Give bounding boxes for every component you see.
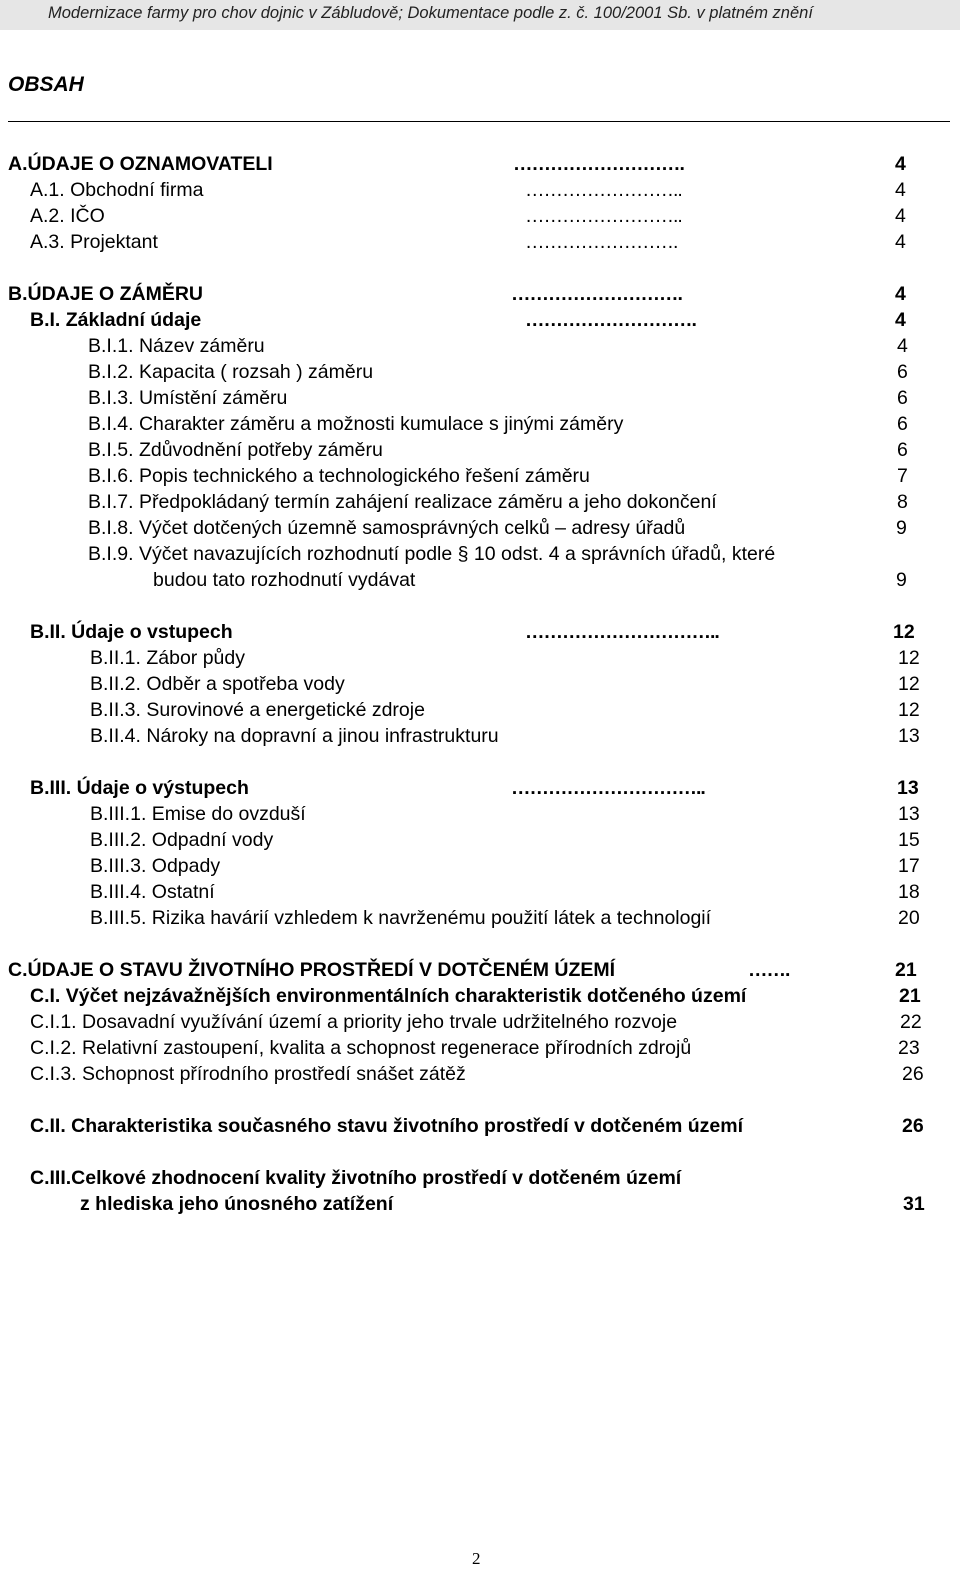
toc-dots: ………………………. bbox=[513, 153, 684, 175]
toc-page-bi4: 6 bbox=[897, 413, 908, 435]
toc-entry-a1: A.1. Obchodní firma bbox=[30, 179, 204, 201]
toc-page-biii4: 18 bbox=[898, 881, 920, 903]
toc-entry-bi6: B.I.6. Popis technického a technologického řešení záměru bbox=[88, 465, 590, 487]
toc-page-bi3: 6 bbox=[897, 387, 908, 409]
toc-entry-bii3: B.II.3. Surovinové a energetické zdroje bbox=[90, 699, 425, 721]
toc-page-ciii: 31 bbox=[903, 1193, 925, 1215]
toc-entry-biii: B.III. Údaje o výstupech bbox=[30, 777, 249, 799]
toc-page-a1: 4 bbox=[895, 179, 906, 201]
toc-page-a2: 4 bbox=[895, 205, 906, 227]
toc-page-bii: 12 bbox=[893, 621, 915, 643]
toc-entry-biii5: B.III.5. Rizika havárií vzhledem k navrženému použití látek a technologií bbox=[90, 907, 712, 929]
title-divider bbox=[8, 121, 950, 122]
toc-entry-ciii: C.III.Celkové zhodnocení kvality životního prostředí v dotčeném území bbox=[30, 1167, 682, 1189]
toc-entry-bii1: B.II.1. Zábor půdy bbox=[90, 647, 246, 669]
toc-page-ci3: 26 bbox=[902, 1063, 924, 1085]
toc-page-bii2: 12 bbox=[898, 673, 920, 695]
toc-page-bi2: 6 bbox=[897, 361, 908, 383]
toc-page-bi7: 8 bbox=[897, 491, 908, 513]
toc-entry-bi8: B.I.8. Výčet dotčených územně samosprávných celků – adresy úřadů bbox=[88, 517, 686, 539]
toc-page-ci2: 23 bbox=[898, 1037, 920, 1059]
header-text: Modernizace farmy pro chov dojnic v Zábludově; Dokumentace podle z. č. 100/2001 Sb. v platném znění bbox=[48, 4, 813, 22]
toc-page-bi1: 4 bbox=[897, 335, 908, 357]
toc-page-ci1: 22 bbox=[900, 1011, 922, 1033]
toc-page-bi5: 6 bbox=[897, 439, 908, 461]
toc-dots: ………………………….. bbox=[525, 621, 719, 643]
toc-page-bi9: 9 bbox=[896, 569, 907, 591]
toc-entry-bi9-cont: budou tato rozhodnutí vydávat bbox=[153, 569, 416, 591]
toc-dots: ………………………. bbox=[511, 283, 682, 305]
toc-entry-bi2: B.I.2. Kapacita ( rozsah ) záměru bbox=[88, 361, 374, 383]
toc-page-bi: 4 bbox=[895, 309, 906, 331]
toc-dots: ………………………….. bbox=[511, 777, 705, 799]
toc-entry-ciii-cont: z hlediska jeho únosného zatížení bbox=[80, 1193, 394, 1215]
toc-page-biii2: 15 bbox=[898, 829, 920, 851]
toc-entry-bii: B.II. Údaje o vstupech bbox=[30, 621, 233, 643]
toc-entry-ci2: C.I.2. Relativní zastoupení, kvalita a schopnost regenerace přírodních zdrojů bbox=[30, 1037, 692, 1059]
toc-entry-bi3: B.I.3. Umístění záměru bbox=[88, 387, 288, 409]
toc-entry-biii2: B.III.2. Odpadní vody bbox=[90, 829, 274, 851]
toc-page-bii1: 12 bbox=[898, 647, 920, 669]
toc-dots: ……. bbox=[748, 959, 790, 981]
toc-page-bi8: 9 bbox=[896, 517, 907, 539]
toc-entry-a2: A.2. IČO bbox=[30, 205, 105, 227]
toc-page-ci: 21 bbox=[899, 985, 921, 1007]
toc-dots: …………………….. bbox=[525, 205, 682, 227]
toc-entry-bii4: B.II.4. Nároky na dopravní a jinou infrastrukturu bbox=[90, 725, 499, 747]
page-number: 2 bbox=[472, 1549, 481, 1568]
toc-entry-bi: B.I. Základní údaje bbox=[30, 309, 202, 331]
toc-entry-bi5: B.I.5. Zdůvodnění potřeby záměru bbox=[88, 439, 383, 461]
toc-entry-a3: A.3. Projektant bbox=[30, 231, 158, 253]
toc-entry-ci1: C.I.1. Dosavadní využívání území a priority jeho trvale udržitelného rozvoje bbox=[30, 1011, 678, 1033]
toc-entry-bi1: B.I.1. Název záměru bbox=[88, 335, 265, 357]
toc-dots: ………………………. bbox=[525, 309, 696, 331]
toc-entry-biii3: B.III.3. Odpady bbox=[90, 855, 221, 877]
toc-dots: ……………………. bbox=[525, 231, 678, 253]
toc-entry-ci3: C.I.3. Schopnost přírodního prostředí snášet zátěž bbox=[30, 1063, 466, 1085]
toc-page-c: 21 bbox=[895, 959, 917, 981]
toc-page-b: 4 bbox=[895, 283, 906, 305]
toc-entry-cii: C.II. Charakteristika současného stavu životního prostředí v dotčeném území bbox=[30, 1115, 744, 1137]
toc-page-a3: 4 bbox=[895, 231, 906, 253]
toc-entry-c: C.ÚDAJE O STAVU ŽIVOTNÍHO PROSTŘEDÍ V DOTČENÉM ÚZEMÍ bbox=[8, 959, 616, 981]
toc-page-cii: 26 bbox=[902, 1115, 924, 1137]
toc-page-bii3: 12 bbox=[898, 699, 920, 721]
toc-entry-bi7: B.I.7. Předpokládaný termín zahájení realizace záměru a jeho dokončení bbox=[88, 491, 717, 513]
toc-page-biii3: 17 bbox=[898, 855, 920, 877]
page-title: OBSAH bbox=[8, 73, 84, 96]
toc-entry-ci: C.I. Výčet nejzávažnějších environmentálních charakteristik dotčeného území bbox=[30, 985, 747, 1007]
toc-page-biii1: 13 bbox=[898, 803, 920, 825]
toc-page-bi6: 7 bbox=[897, 465, 908, 487]
toc-page-biii: 13 bbox=[897, 777, 919, 799]
toc-page-biii5: 20 bbox=[898, 907, 920, 929]
toc-dots: …………………….. bbox=[525, 179, 682, 201]
toc-entry-bi9: B.I.9. Výčet navazujících rozhodnutí podle § 10 odst. 4 a správních úřadů, které bbox=[88, 543, 776, 565]
toc-entry-a: A.ÚDAJE O OZNAMOVATELI bbox=[8, 153, 273, 175]
toc-entry-bii2: B.II.2. Odběr a spotřeba vody bbox=[90, 673, 345, 695]
page-header bbox=[0, 0, 960, 30]
toc-entry-biii1: B.III.1. Emise do ovzduší bbox=[90, 803, 306, 825]
toc-page-a: 4 bbox=[895, 153, 906, 175]
toc-entry-biii4: B.III.4. Ostatní bbox=[90, 881, 215, 903]
toc-page-bii4: 13 bbox=[898, 725, 920, 747]
toc-entry-b: B.ÚDAJE O ZÁMĚRU bbox=[8, 283, 204, 305]
toc-entry-bi4: B.I.4. Charakter záměru a možnosti kumulace s jinými záměry bbox=[88, 413, 624, 435]
